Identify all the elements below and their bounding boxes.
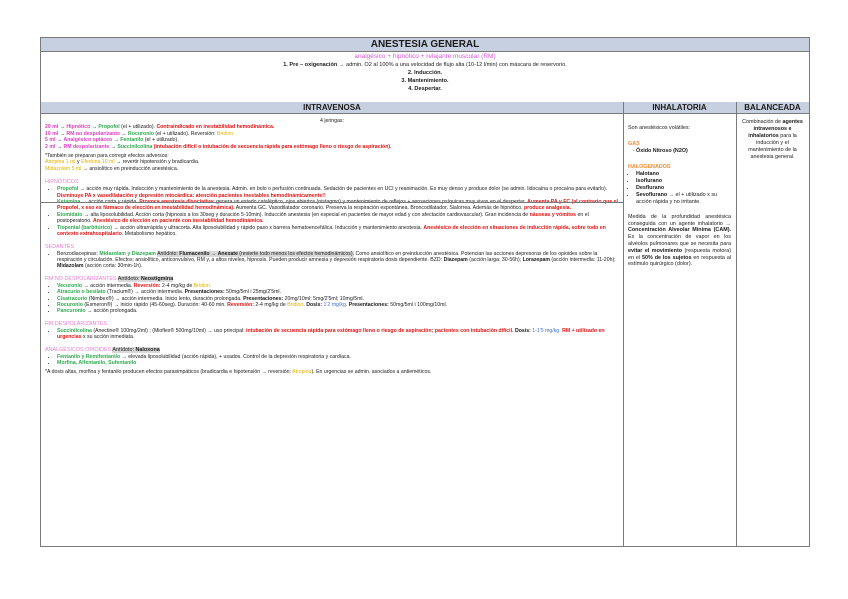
column-header-intravenosa: INTRAVENOSA [41, 102, 623, 114]
column-header-inhalatoria: INHALATORIA [623, 102, 736, 114]
anesthesia-sheet [40, 37, 810, 547]
step-2: 2. Inducción. [407, 70, 443, 76]
list-item: • Atracurio o besilato (Tracium®) → acción intermedia. Presentaciones: 50mg/5ml i 25mg/2'5ml. [57, 289, 619, 295]
syringe-3: 5 ml → Analgésico opiáceo → Fentanilo (el + utilizado). [45, 137, 179, 144]
list-item: • Etomidato → alta liposolubilidad. Acción corta (hipnosis a los 30seg y duración 5-10min). Inducción anestesia (en especial en pacientes de mayor edad y con afectación cardiovascular). Gran incidencia de náuseas y vómitos en el postoperatorio. Anestésico de elección en paciente con inestabilidad hemodinámica. [57, 212, 619, 225]
list-item: • Desflurano [636, 185, 731, 192]
list-item: • Cisatracurio (Nimbex®) → acción intermedia. Inicio lento, duración prolongada. Presentaciones: 20mg/10ml; 5mg/2'5ml; 10mg/5ml. [57, 296, 619, 302]
syringe-2: 10 ml → RM no despolarizante → Rocuronio (el + utilizado). Reversión: Bridion. [45, 130, 235, 137]
syringe-4: 2 ml → RM despolarizante → Succinilcolina (intubación difícil o intubación de secuencia rápida para estómago lleno o riesgo de aspiración). [45, 143, 392, 150]
rm-no-despolarizantes-list [45, 283, 619, 315]
section-rm-despolarizantes: RM DESPOLARIZANTES [45, 320, 108, 327]
adverse-note: *También se preparan para corregir efectos adversos: [45, 153, 169, 160]
list-item: • Halotano [636, 171, 731, 178]
list-item: • Tiopental (barbitúrico) → acción ultrarrápida y ultracorta. Alta liposolubilidad y rápido paso x barrera hematoencefálica. Inducción y mantenimiento anestesia. Anestésico de elección en situaciones de inducción rápida, sobre todo en contexto extrahospitalario. Metabolismo hepático. [57, 225, 619, 238]
list-item: • Vecuronio → acción intermedia. Reversión: 2-4 mg/kg de Bridion. [57, 283, 619, 289]
list-item: • Isoflurano [636, 178, 731, 185]
section-analgesicos-opioides: ANALGÉSICOS OPIOIDES Antídoto: Naloxona [45, 346, 160, 353]
gas-list [628, 148, 731, 155]
step-3: 3. Mantenimiento. [401, 78, 449, 84]
list-item: • Morfina, Alfentanilo, Sufentanilo [57, 360, 619, 366]
section-divider [41, 202, 623, 203]
section-hipnoticos: HIPNÓTICOS [45, 179, 79, 186]
midazolam-line: Midazolam 5 ml → ansiolítico en preinducción anestésica. [45, 165, 179, 172]
intravenosa-column [41, 114, 623, 546]
section-sedantes: SEDANTES [45, 243, 75, 250]
list-item: • Propofol → acción muy rápida. Inducción y mantenimiento de la anestesia. Admin. en bolo o perfusión continuada. Sedación de pacientes en UCI y reanimación. Es muy denso y produce dolor (se admin. lidocaína o procaína para evitarlo). Disminuye PA x vasodilatación y depresión miocárdica: atención pacientes inestables hemodinámicamente!! [57, 186, 619, 199]
subtitle: analgésico + hipnótico + relajante muscular (RM) [354, 53, 496, 60]
column-header-balanceada: BALANCEADA [736, 102, 809, 114]
section-halogenados: HALOGENADOS [628, 163, 671, 170]
syringe-1: 20 ml → Hipnótico → Propofol (el + utilizado). Contraindicado en inestabilidad hemodinámica. [45, 124, 275, 131]
cam-description: Medida de la profundidad anestésica conseguida con un agente inhalatorio → Concentración Alveolar Mínima (CAM). Es la concentración de vapor en los alvéolos pulmonares que se necesita para evitar el movimiento (respuesta motora) en el 50% de los sujetos en respuesta al estímulo quirúrgico (dolor). [628, 213, 732, 268]
list-item: • Benzodiacepinas: Midazolam y Diazepam Antídoto: Flumacenilo → Anexate (revierte todo menos los efectos hemodinámicos). Como ansiolítico en preinducción anestésica. Potencian las acciones depresoras de los opioides sobre la respiración y circulación. Efectos: ansiolítico, anticonvulsivo, RM y, a altos niveles, hipnosis. Pueden producir amnesia y depresión respiratoria dosis dependiente. BZD: Diazepam (acción larga: 30-56h); Lorazepam (acción intermedia: 11-20h); Midazolam (acción corta: 30min-1h). [57, 251, 619, 270]
balanceada-description: Combinación de agentes intravenosos e inhalatorios para la inducción y el mantenimiento de la anestesia general. [742, 119, 803, 160]
inhalatoria-column [623, 114, 736, 546]
list-item: • Succinilcolina (Anectine® 100mg/2ml) ; (Mioflex® 500mg/10ml) → uso principal: intubación de secuencia rápida para estómago lleno o riesgo de aspiración; pacientes con intubación difícil. Dosis: 1-1'5 mg/kg. RM + utilizado en urgencias x su acción inmediata. [57, 328, 619, 341]
footnote: *A dosis altas, morfina y fentanilo producen efectos parasimpáticos (bradicardia e hipotensión → reversión: Atropina). En urgencias se admin. asociados a antieméticos. [45, 369, 432, 376]
step-1: 1. Pre – oxigenación → admin. O2 al 100% a una velocidad de flujo alta (10-12 l/min) con máscara de reservorio. [283, 62, 567, 68]
header [41, 38, 809, 103]
list-item: • Ketamina → acción corta y rápida. Provoca anestesia disociativa: genera un estado cataléptico, ojos abiertos (nistagmo) y mantenimiento de reflejos + sensaciones psíquicas muy vivas en el despertar. Aumenta PA y FC (al contrario que el Propofol, x eso es fármaco de elección en inestabilidad hemodinámica). Aumenta GC. Vasodilatador coronario. Preserva la respiración espontánea. Broncodilatador. Sialorrea. Además de hipnótico, produce analgesia. [57, 199, 619, 212]
section-gas: GAS [628, 140, 640, 147]
opioides-list [45, 354, 619, 367]
inh-intro: Son anestésicos volátiles: [628, 125, 691, 131]
rm-despolarizantes-list [45, 328, 619, 341]
halogenados-list [628, 171, 731, 206]
balanceada-column [736, 114, 809, 546]
step-4: 4. Despertar. [408, 86, 442, 92]
list-item: - Óxido Nitroso (N2O) [636, 148, 731, 155]
list-item: • Sevoflurano → el + utilizado x su acción rápida y no irritante. [636, 192, 731, 206]
section-rm-no-despolarizantes: RM NO DESPOLARIZANTES Antídoto: Neostigmina [45, 275, 174, 282]
list-item: • Pancuronio → acción prolongada. [57, 308, 619, 314]
atropine-line: Atropina 1 ml y Efedrina 10 ml → revertir hipotensión y bradicardia. [45, 159, 200, 166]
list-item: • Fentanilo y Remifentanilo → elevada liposolubilidad (acción rápida), + usados. Control de la depresión respiratoria y cardíaca. [57, 354, 619, 360]
list-item: • Rocuronio (Esmeron®) → inicio rápido (45-60seg). Duración: 40-60 min. Reversión: 2-4 mg/kg de Bridion. Dosis: 1'2 mg/kg. Presentaciones: 50mg/5ml i 100mg/10ml. [57, 302, 619, 308]
sedantes-list [45, 251, 619, 270]
page-title: ANESTESIA GENERAL [41, 38, 809, 52]
hipnoticos-list [45, 186, 619, 237]
syringes-title: 4 jeringas: [320, 118, 344, 124]
